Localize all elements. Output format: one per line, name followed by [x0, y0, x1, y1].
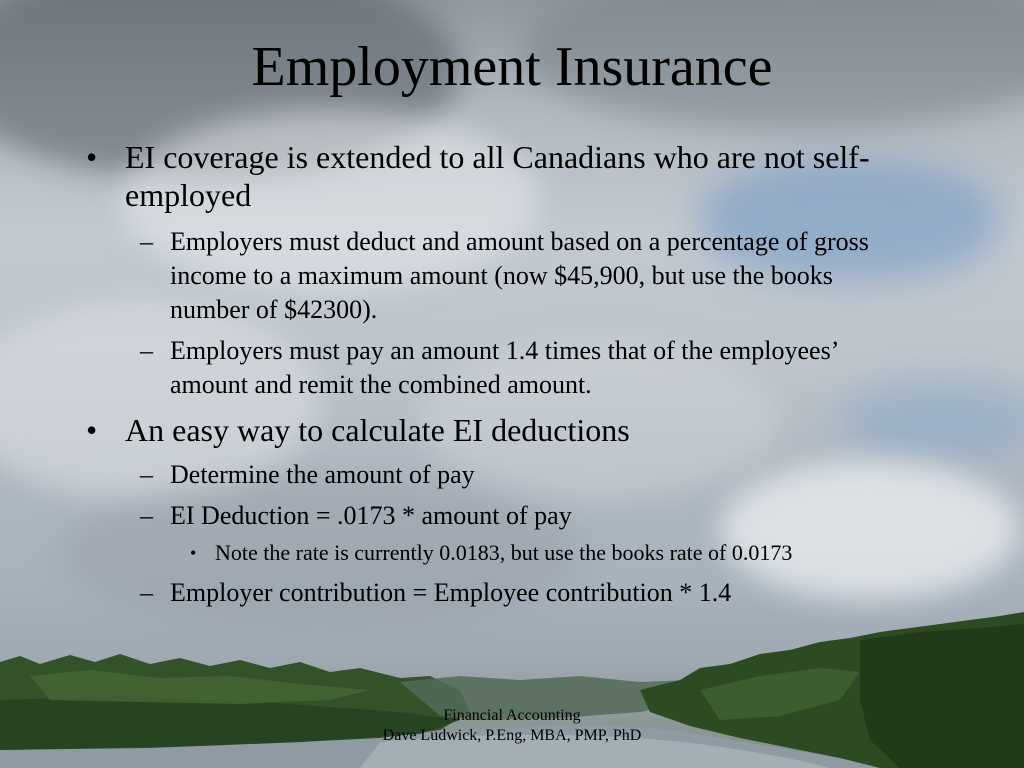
bullet-text-line: EI coverage is extended to all Canadians who are not self-	[125, 139, 870, 175]
bullet-text-line: employed	[125, 177, 252, 213]
sub-bullet-text	[170, 499, 990, 533]
sub-bullet-text	[170, 225, 990, 327]
sub-bullet-text-line: Determine the amount of pay	[170, 460, 475, 489]
sub-bullet-marker: –	[140, 578, 153, 607]
sub-bullet-text-line: EI Deduction = .0173 * amount of pay	[170, 501, 572, 530]
bullet-text	[125, 411, 985, 449]
sub-bullet-marker: –	[140, 501, 153, 530]
slide-title: Employment Insurance	[251, 36, 773, 98]
sub-bullet-text-line: income to a maximum amount (now $45,900, but use the books	[170, 261, 833, 290]
sub-sub-bullet-text: Note the rate is currently 0.0183, but use the books rate of 0.0173	[215, 540, 793, 565]
bullet-text-line: An easy way to calculate EI deductions	[125, 412, 630, 448]
footer-author: Dave Ludwick, P.Eng, MBA, PMP, PhD	[382, 727, 642, 744]
sub-bullet-text-line: Employers must pay an amount 1.4 times that of the employees’	[170, 336, 840, 365]
footer-course: Financial Accounting	[443, 707, 581, 724]
sub-bullet-text	[170, 458, 990, 492]
sub-bullet-text	[170, 576, 990, 610]
bullet-marker: •	[86, 412, 98, 448]
sub-bullet-text-line: Employer contribution = Employee contribution * 1.4	[170, 578, 732, 607]
sub-bullet-text	[170, 334, 990, 402]
sub-bullet-marker: –	[140, 336, 153, 365]
sub-sub-bullet-marker: •	[190, 543, 197, 563]
sub-bullet-text-line: number of $42300).	[170, 295, 378, 324]
bullet-text	[125, 138, 985, 214]
sub-bullet-marker: –	[140, 460, 153, 489]
sub-bullet-marker: –	[140, 227, 153, 256]
slide-footer	[312, 706, 712, 746]
bullet-marker: •	[86, 139, 98, 175]
sub-bullet-text-line: Employers must deduct and amount based on a percentage of gross	[170, 227, 869, 256]
sub-bullet-text-line: amount and remit the combined amount.	[170, 370, 592, 399]
